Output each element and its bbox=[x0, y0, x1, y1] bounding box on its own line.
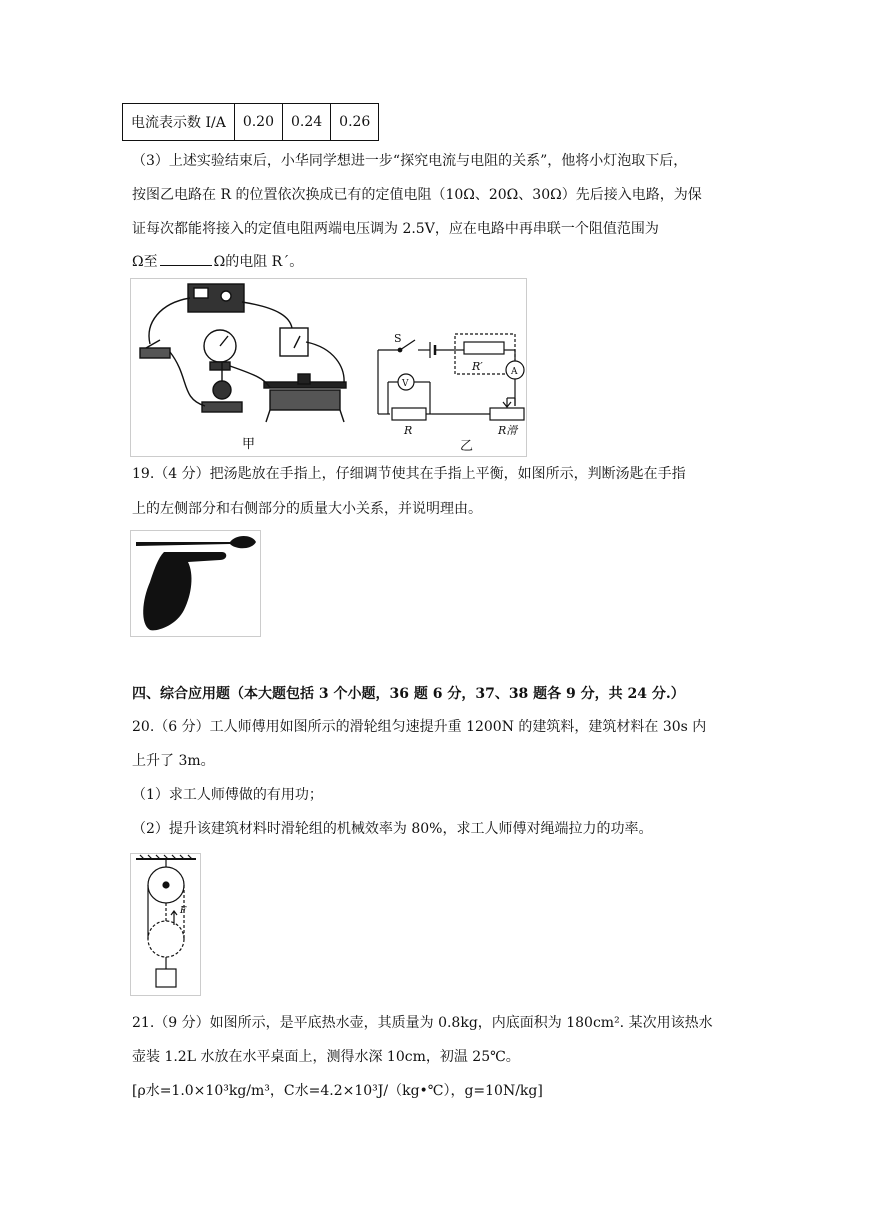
q19-line1: 19.（4 分）把汤匙放在手指上，仔细调节使其在手指上平衡，如图所示，判断汤匙在手指 bbox=[132, 466, 686, 482]
apparatus-diagram bbox=[140, 284, 346, 422]
q18-3-line4a: Ω至 bbox=[132, 254, 158, 270]
current-table bbox=[122, 103, 379, 141]
label-ammeter-a: A bbox=[511, 367, 518, 377]
answer-blank bbox=[160, 251, 212, 266]
q20-line2: 上升了 3m。 bbox=[132, 753, 215, 769]
q18-3-line2: 按图乙电路在 R 的位置依次换成已有的定值电阻（10Ω、20Ω、30Ω）先后接入电路，为保 bbox=[132, 187, 702, 203]
table-header-cell: 电流表示数 I/A bbox=[123, 104, 235, 141]
q20-line3: （1）求工人师傅做的有用功； bbox=[132, 787, 323, 803]
q21-line3: [ρ水=1.0×10³kg/m³，C水=4.2×10³J/（kg•℃），g=10N/kg] bbox=[132, 1083, 543, 1099]
q21-line2: 壶装 1.2L 水放在水平桌面上，测得水深 10cm，初温 25℃。 bbox=[132, 1049, 520, 1065]
label-resistor-r: R bbox=[404, 424, 413, 437]
q20-line1: 20.（6 分）工人师傅用如图所示的滑轮组匀速提升重 1200N 的建筑料，建筑材料在 30s 内 bbox=[132, 719, 707, 735]
q18-3-line4b: Ω的电阻 R´。 bbox=[213, 254, 304, 270]
q18-3-line4 bbox=[132, 251, 303, 271]
pulley-figure bbox=[130, 853, 202, 997]
label-jia: 甲 bbox=[242, 437, 256, 452]
table-cell: 0.20 bbox=[234, 104, 282, 141]
circuit-figure bbox=[130, 278, 530, 458]
label-force-f: F bbox=[180, 906, 187, 916]
q18-3-line3: 证每次都能将接入的定值电阻两端电压调为 2.5V，应在电路中再串联一个阻值范围为 bbox=[132, 221, 659, 237]
spoon-on-finger-figure bbox=[130, 530, 262, 638]
section-heading: 四、综合应用题（本大题包括 3 个小题，36 题 6 分，37、38 题各 9 分，共 24 分.） bbox=[132, 686, 685, 702]
q21-line1: 21.（9 分）如图所示，是平底热水壶，其质量为 0.8kg，内底面积为 180cm². 某次用该热水 bbox=[132, 1015, 713, 1031]
label-r-prime: R′ bbox=[472, 360, 483, 373]
label-voltmeter-v: V bbox=[402, 379, 409, 389]
table-cell: 0.26 bbox=[331, 104, 379, 141]
q18-3-line1: （3）上述实验结束后，小华同学想进一步“探究电流与电阻的关系”，他将小灯泡取下后， bbox=[132, 153, 688, 169]
label-yi: 乙 bbox=[460, 439, 474, 454]
circuit-diagram bbox=[378, 334, 524, 420]
table-row bbox=[123, 104, 379, 141]
label-switch-s: S bbox=[394, 332, 402, 345]
q19-line2: 上的左侧部分和右侧部分的质量大小关系，并说明理由。 bbox=[132, 501, 482, 517]
table-cell: 0.24 bbox=[282, 104, 330, 141]
q20-line4: （2）提升该建筑材料时滑轮组的机械效率为 80%，求工人师傅对绳端拉力的功率。 bbox=[132, 821, 653, 837]
label-rheostat: R滑 bbox=[498, 424, 518, 437]
